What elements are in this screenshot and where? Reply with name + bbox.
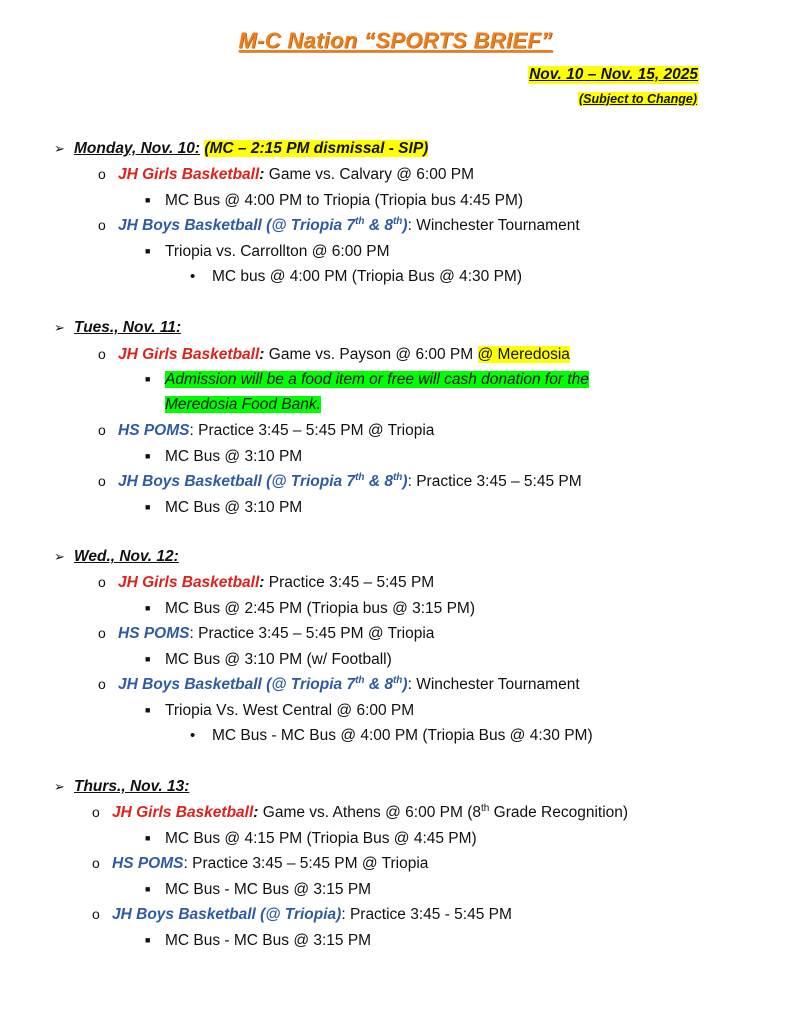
event-text: Triopia vs. Carrollton @ 6:00 PM — [165, 243, 390, 260]
circle-bullet-icon: o — [98, 676, 106, 692]
arrow-bullet-icon: ➢ — [54, 779, 65, 794]
list-item: o JH Boys Basketball (@ Triopia 7th & 8th): Practice 3:45 – 5:45 PM — [98, 471, 582, 490]
list-item: o JH Girls Basketball: Game vs. Calvary @ 6:00 PM — [98, 163, 474, 186]
circle-bullet-icon: o — [98, 217, 106, 233]
list-item: o JH Girls Basketball: Practice 3:45 – 5:45 PM — [98, 571, 434, 594]
team-label: JH Girls Basketball — [112, 804, 254, 821]
bus-text: MC Bus - MC Bus @ 4:00 PM (Triopia Bus @ 4:30 PM) — [212, 727, 593, 744]
list-item — [190, 266, 522, 288]
day-note: (MC – 2:15 PM dismissal - SIP) — [204, 140, 429, 157]
day-heading: Monday, Nov. 10: — [74, 140, 201, 157]
square-bullet-icon: ■ — [145, 502, 151, 512]
square-bullet-icon: ■ — [145, 451, 151, 461]
team-label: JH Girls Basketball — [118, 166, 260, 183]
circle-bullet-icon: o — [98, 166, 106, 182]
list-item: o JH Boys Basketball (@ Triopia 7th & 8th): Winchester Tournament — [98, 215, 580, 234]
day-wednesday — [54, 546, 179, 568]
circle-bullet-icon: o — [98, 422, 106, 438]
list-item — [145, 597, 475, 620]
square-bullet-icon: ■ — [145, 833, 151, 843]
event-text: Practice 3:45 – 5:45 PM @ Triopia — [198, 625, 435, 642]
circle-bullet-icon: o — [98, 625, 106, 641]
square-bullet-icon: ■ — [145, 654, 151, 664]
bus-text: MC Bus @ 2:45 PM (Triopia bus @ 3:15 PM) — [165, 600, 475, 617]
team-label: HS POMS — [112, 855, 184, 872]
team-label: HS POMS — [118, 625, 190, 642]
day-heading: Wed., Nov. 12: — [74, 548, 179, 565]
day-heading: Thurs., Nov. 13: — [74, 778, 190, 795]
list-item — [145, 240, 390, 263]
circle-bullet-icon: o — [98, 473, 106, 489]
bus-text: MC Bus - MC Bus @ 3:15 PM — [165, 932, 372, 949]
bus-text: MC Bus @ 3:10 PM — [165, 448, 303, 465]
square-bullet-icon: ■ — [145, 935, 151, 945]
arrow-bullet-icon: ➢ — [54, 549, 65, 564]
event-text: Practice 3:45 – 5:45 PM — [416, 473, 582, 490]
list-item: o HS POMS: Practice 3:45 – 5:45 PM @ Triopia — [98, 622, 434, 645]
list-item — [145, 648, 392, 671]
list-item — [145, 878, 371, 901]
team-label: JH Boys Basketball (@ Triopia 7th & 8th) — [118, 674, 408, 693]
bus-text: MC Bus @ 3:10 PM (w/ Football) — [165, 651, 392, 668]
list-item — [145, 368, 589, 391]
list-item — [145, 189, 523, 212]
team-label: HS POMS — [118, 422, 190, 439]
day-monday — [54, 138, 428, 160]
bus-text: MC Bus @ 4:00 PM to Triopia (Triopia bus 4:45 PM) — [165, 192, 524, 209]
square-bullet-icon: ■ — [145, 705, 151, 715]
list-item: o JH Girls Basketball: Game vs. Payson @ 6:00 PM @ Meredosia — [98, 343, 570, 366]
page-title: M-C Nation “SPORTS BRIEF” — [238, 28, 553, 53]
subject-note: (Subject to Change) — [578, 92, 697, 106]
list-item: o JH Boys Basketball (@ Triopia 7th & 8th): Winchester Tournament — [98, 674, 580, 693]
bus-text: MC Bus @ 4:15 PM (Triopia Bus @ 4:45 PM) — [165, 830, 477, 847]
team-label: JH Boys Basketball (@ Triopia 7th & 8th) — [118, 215, 408, 234]
event-text: Practice 3:45 – 5:45 PM — [268, 574, 435, 591]
bus-text: MC Bus - MC Bus @ 3:15 PM — [165, 881, 372, 898]
event-text: Winchester Tournament — [416, 676, 580, 693]
circle-bullet-icon: o — [92, 855, 100, 871]
event-text: Game vs. Calvary @ 6:00 PM — [268, 166, 475, 183]
list-item: o HS POMS: Practice 3:45 – 5:45 PM @ Triopia — [98, 419, 434, 442]
admission-note: Meredosia Food Bank. — [165, 396, 321, 413]
square-bullet-icon: ■ — [145, 884, 151, 894]
day-heading: Tues., Nov. 11: — [74, 319, 182, 336]
event-text: Triopia Vs. West Central @ 6:00 PM — [165, 702, 415, 719]
circle-bullet-icon: o — [98, 346, 106, 362]
list-item — [145, 445, 302, 468]
list-item-continued — [165, 394, 321, 416]
bus-text: MC bus @ 4:00 PM (Triopia Bus @ 4:30 PM) — [212, 268, 522, 285]
arrow-bullet-icon: ➢ — [54, 320, 65, 335]
team-label: JH Boys Basketball (@ Triopia 7th & 8th) — [118, 471, 408, 490]
event-text: Game vs. Athens @ 6:00 PM (8th Grade Recognition) — [262, 802, 629, 821]
date-range: Nov. 10 – Nov. 15, 2025 — [529, 66, 698, 83]
event-text: Practice 3:45 – 5:45 PM @ Triopia — [192, 855, 429, 872]
dot-bullet-icon: • — [190, 727, 196, 744]
square-bullet-icon: ■ — [145, 246, 151, 256]
day-thursday — [54, 776, 189, 798]
list-item: o JH Girls Basketball: Game vs. Athens @ 6:00 PM (8th Grade Recognition) — [92, 802, 629, 821]
event-text: Practice 3:45 – 5:45 PM @ Triopia — [198, 422, 435, 439]
event-text: Practice 3:45 - 5:45 PM — [349, 906, 512, 923]
bus-text: MC Bus @ 3:10 PM — [165, 499, 303, 516]
team-label: JH Girls Basketball — [118, 574, 260, 591]
list-item — [145, 827, 477, 850]
arrow-bullet-icon: ➢ — [54, 141, 65, 156]
list-item — [190, 725, 593, 747]
list-item: o HS POMS: Practice 3:45 – 5:45 PM @ Triopia — [92, 852, 428, 875]
event-text: Winchester Tournament — [416, 217, 580, 234]
team-label: JH Girls Basketball — [118, 346, 260, 363]
dot-bullet-icon: • — [190, 268, 196, 285]
list-item — [145, 699, 414, 722]
location-highlight: @ Meredosia — [477, 346, 570, 363]
circle-bullet-icon: o — [98, 574, 106, 590]
day-tuesday — [54, 317, 181, 339]
admission-note: Admission will be a food item or free will cash donation for the — [165, 371, 589, 388]
list-item — [145, 496, 302, 519]
list-item — [145, 929, 371, 952]
team-label: JH Boys Basketball (@ Triopia) — [112, 906, 342, 923]
square-bullet-icon: ■ — [145, 603, 151, 613]
square-bullet-icon: ■ — [145, 374, 151, 384]
circle-bullet-icon: o — [92, 906, 100, 922]
square-bullet-icon: ■ — [145, 195, 151, 205]
event-text: Game vs. Payson @ 6:00 PM — [268, 346, 478, 363]
list-item: o JH Boys Basketball (@ Triopia): Practice 3:45 - 5:45 PM — [92, 903, 512, 926]
circle-bullet-icon: o — [92, 804, 100, 820]
